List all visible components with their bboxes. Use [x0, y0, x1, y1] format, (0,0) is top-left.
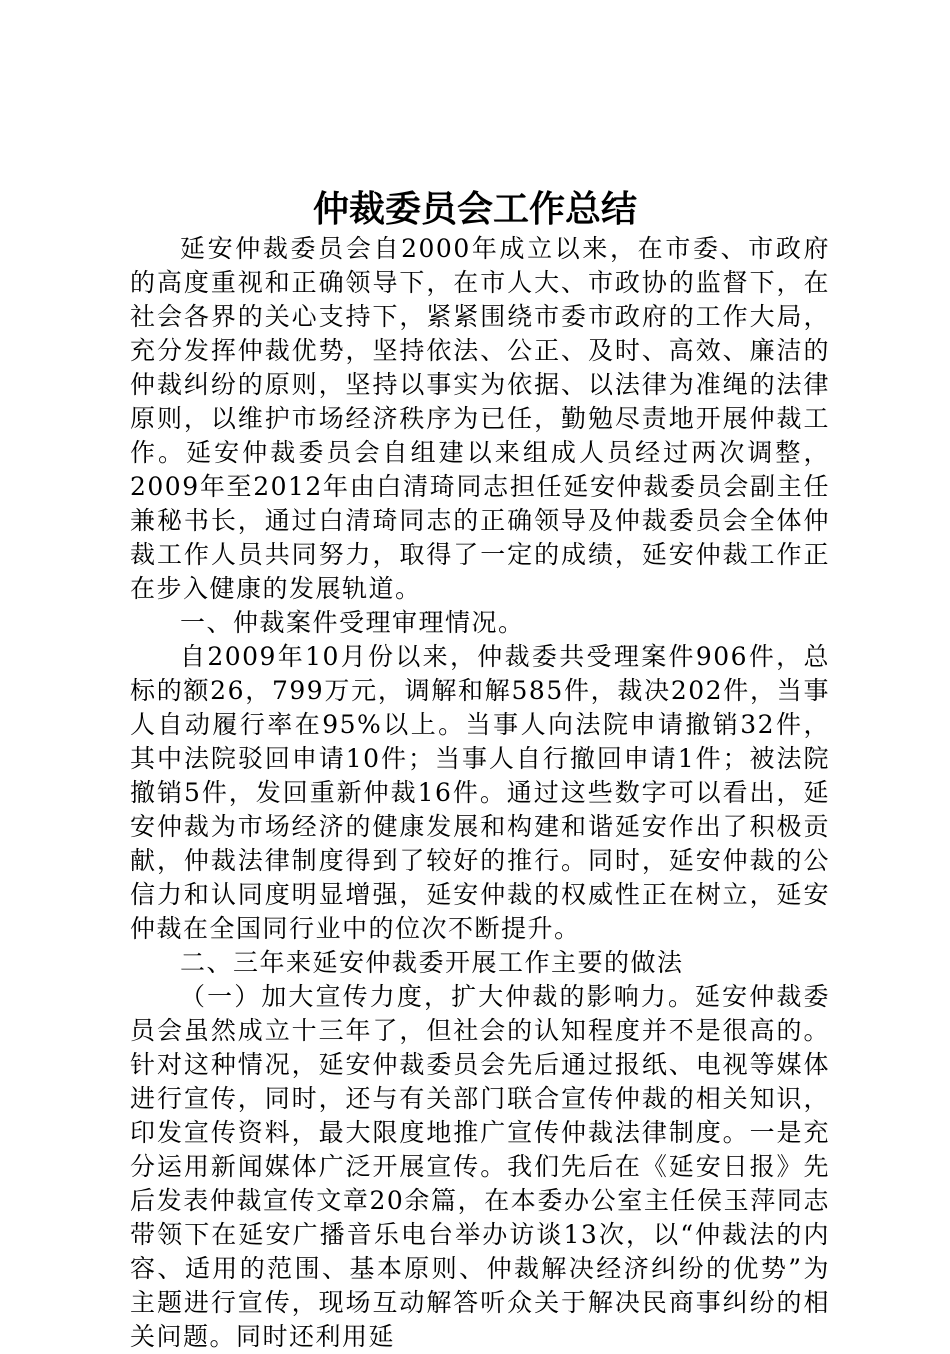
document-body	[130, 232, 830, 1354]
paragraph-case-statistics: 自2009年10月份以来，仲裁委共受理案件906件，总标的额26，799万元，调解和解585件，裁决202件，当事人自动履行率在95%以上。当事人向法院申请撤销32件，其中法院驳回申请10件；当事人自行撤回申请1件；被法院撤销5件，发回重新仲裁16件。通过这些数字可以看出，延安仲裁为市场经济的健康发展和构建和谐延安作出了积极贡献，仲裁法律制度得到了较好的推行。同时，延安仲裁的公信力和认同度明显增强，延安仲裁的权威性正在树立，延安仲裁在全国同行业中的位次不断提升。	[130, 642, 830, 943]
paragraph-publicity: （一）加大宣传力度，扩大仲裁的影响力。延安仲裁委员会虽然成立十三年了，但社会的认知程度并不是很高的。针对这种情况，延安仲裁委员会先后通过报纸、电视等媒体进行宣传，同时，还与有关部门联合宣传仲裁的相关知识，印发宣传资料，最大限度地推广宣传仲裁法律制度。一是充分运用新闻媒体广泛开展宣传。我们先后在《延安日报》先后发表仲裁宣传文章20余篇，在本委办公室主任侯玉萍同志带领下在延安广播音乐电台举办访谈13次，以“仲裁法的内容、适用的范围、基本原则、仲裁解决经济纠纷的优势”为主题进行宣传，现场互动解答听众关于解决民商事纠纷的相关问题。同时还利用延	[130, 982, 830, 1351]
section-heading-main-practices: 二、三年来延安仲裁委开展工作主要的做法	[180, 948, 684, 977]
document-title: 仲裁委员会工作总结	[312, 188, 637, 230]
section-heading-case-handling: 一、仲裁案件受理审理情况。	[180, 608, 525, 637]
paragraph-intro: 延安仲裁委员会自2000年成立以来，在市委、市政府的高度重视和正确领导下，在市人大、市政协的监督下，在社会各界的关心支持下，紧紧围绕市委市政府的工作大局，充分发挥仲裁优势，坚持依法、公正、及时、高效、廉洁的仲裁纠纷的原则，坚持以事实为依据、以法律为准绳的法律原则，以维护市场经济秩序为已任，勤勉尽责地开展仲裁工作。延安仲裁委员会自组建以来组成人员经过两次调整，2009年至2012年由白清琦同志担任延安仲裁委员会副主任兼秘书长，通过白清琦同志的正确领导及仲裁委员会全体仲裁工作人员共同努力，取得了一定的成绩，延安仲裁工作正在步入健康的发展轨道。	[130, 234, 830, 603]
